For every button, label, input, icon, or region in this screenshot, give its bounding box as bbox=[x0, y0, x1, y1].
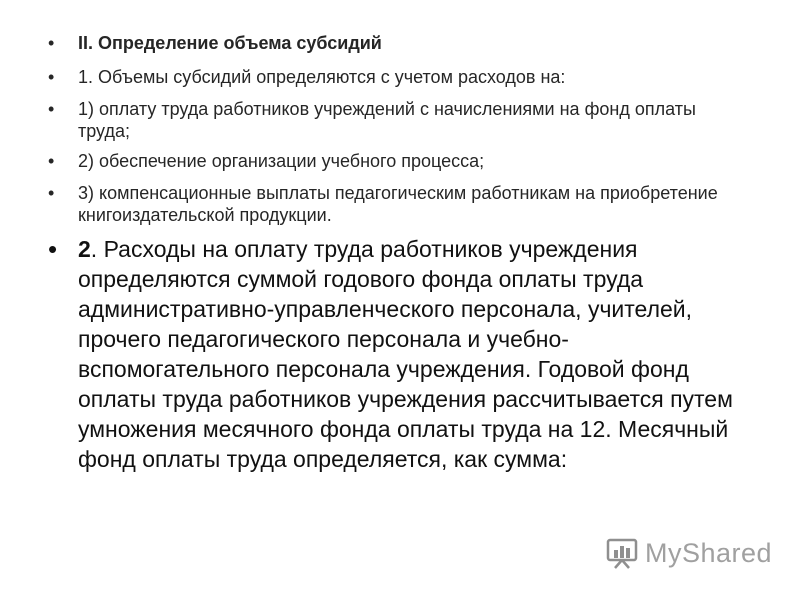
list-item bbox=[48, 150, 748, 172]
main-item-text: . Расходы на оплату труда работников учреждения определяются суммой годового фонда оплаты труда административно-управленческого персонала, учителей, прочего педагогического персонала и учебно-вспомогательного персонала учреждения. Годовой фонд оплаты труда работников учреждения рассчитывается путем умножения месячного фонда оплаты труда на 12. Месячный фонд оплаты труда определяется, как сумма: bbox=[78, 236, 733, 472]
main-item-number: 2 bbox=[78, 236, 91, 262]
watermark-logo bbox=[605, 535, 772, 571]
list-item-text: 2) обеспечение организации учебного процесса; bbox=[78, 151, 485, 171]
chart-logo-icon bbox=[605, 536, 639, 570]
watermark-text: MyShared bbox=[645, 537, 773, 568]
section-heading: II. Определение объема субсидий bbox=[78, 33, 382, 53]
list-item bbox=[48, 32, 748, 54]
bullet-list bbox=[48, 32, 748, 474]
bullet-icon: • bbox=[48, 151, 55, 171]
bullet-icon: • bbox=[48, 234, 58, 264]
list-item bbox=[48, 98, 748, 142]
bullet-icon: • bbox=[48, 33, 55, 53]
list-item-text: 3) компенсационные выплаты педагогическим работникам на приобретение книгоиздательской продукции. bbox=[78, 183, 718, 225]
list-item bbox=[48, 182, 748, 226]
bullet-icon: • bbox=[48, 183, 55, 203]
main-list-item bbox=[48, 234, 748, 474]
list-item bbox=[48, 66, 748, 88]
bullet-icon: • bbox=[48, 99, 55, 119]
bullet-icon: • bbox=[48, 67, 55, 87]
list-item-text: 1. Объемы субсидий определяются с учетом расходов на: bbox=[78, 67, 566, 87]
list-item-text: 1) оплату труда работников учреждений с начислениями на фонд оплаты труда; bbox=[78, 99, 696, 141]
